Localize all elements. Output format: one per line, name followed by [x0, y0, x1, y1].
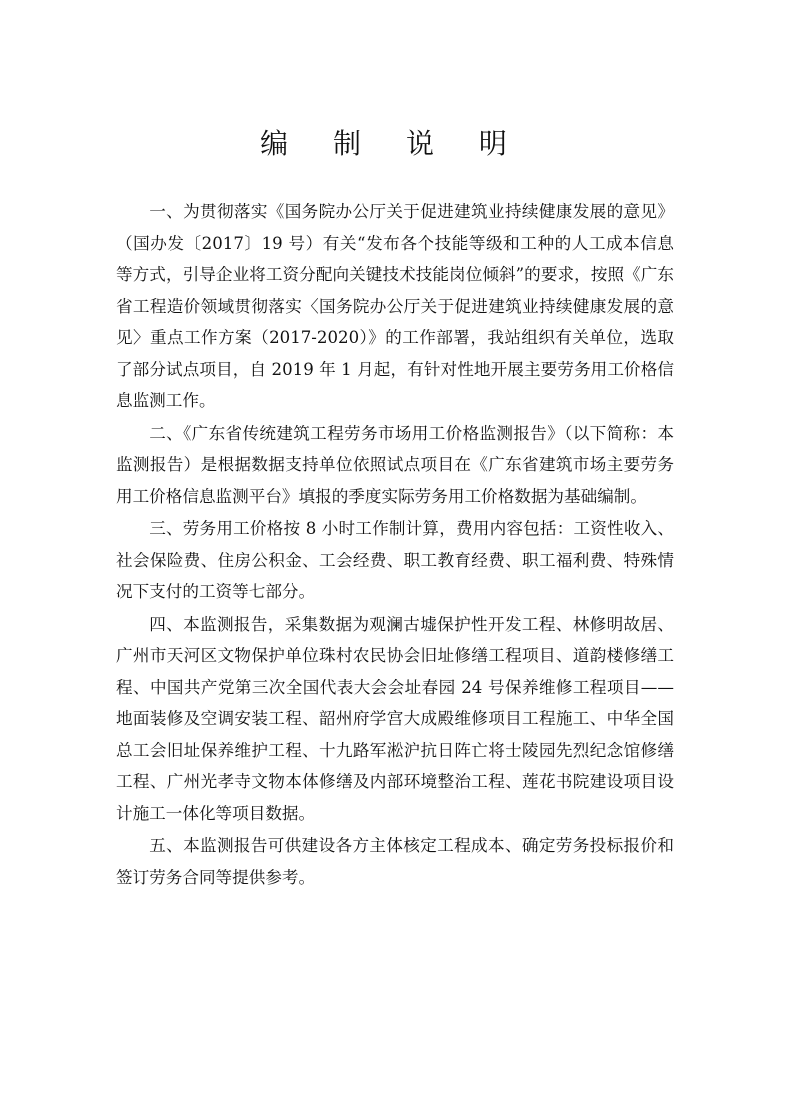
paragraph-3: 三、劳务用工价格按 8 小时工作制计算，费用内容包括：工资性收入、社会保险费、住房公积金、工会经费、职工教育经费、职工福利费、特殊情况下支付的工资等七部分。	[116, 519, 674, 601]
paragraph-4: 四、本监测报告，采集数据为观澜古墟保护性开发工程、林修明故居、广州市天河区文物保护单位珠村农民协会旧址修缮工程项目、道韵楼修缮工程、中国共产党第三次全国代表大会会址春园 24 号保养维修工程项目——地面装修及空调安装工程、韶州府学宫大成殿维修项目工程施工、中华全国总工会旧址保养维护工程、十九路军淞沪抗日阵亡将士陵园先烈纪念馆修缮工程、广州光孝寺文物本体修缮及内部环境整治工程、莲花书院建设项目设计施工一体化等项目数据。	[116, 614, 674, 823]
document-body	[116, 196, 674, 894]
paragraph-5: 五、本监测报告可供建设各方主体核定工程成本、确定劳务投标报价和签订劳务合同等提供参考。	[116, 836, 674, 887]
paragraph-2: 二、《广东省传统建筑工程劳务市场用工价格监测报告》（以下简称：本监测报告）是根据数据支持单位依照试点项目在《广东省建筑市场主要劳务用工价格信息监测平台》填报的季度实际劳务用工价格数据为基础编制。	[116, 423, 674, 506]
page-title: 编 制 说 明	[260, 127, 525, 160]
paragraph-1: 一、为贯彻落实《国务院办公厅关于促进建筑业持续健康发展的意见》（国办发〔2017〕19 号）有关“发布各个技能等级和工种的人工成本信息等方式，引导企业将工资分配向关键技术技能岗位倾斜”的要求，按照《广东省工程造价领域贯彻落实〈国务院办公厅关于促进建筑业持续健康发展的意见〉重点工作方案（2017-2020）》的工作部署，我站组织有关单位，选取了部分试点项目，自 2019 年 1 月起，有针对性地开展主要劳务用工价格信息监测工作。	[116, 202, 674, 410]
